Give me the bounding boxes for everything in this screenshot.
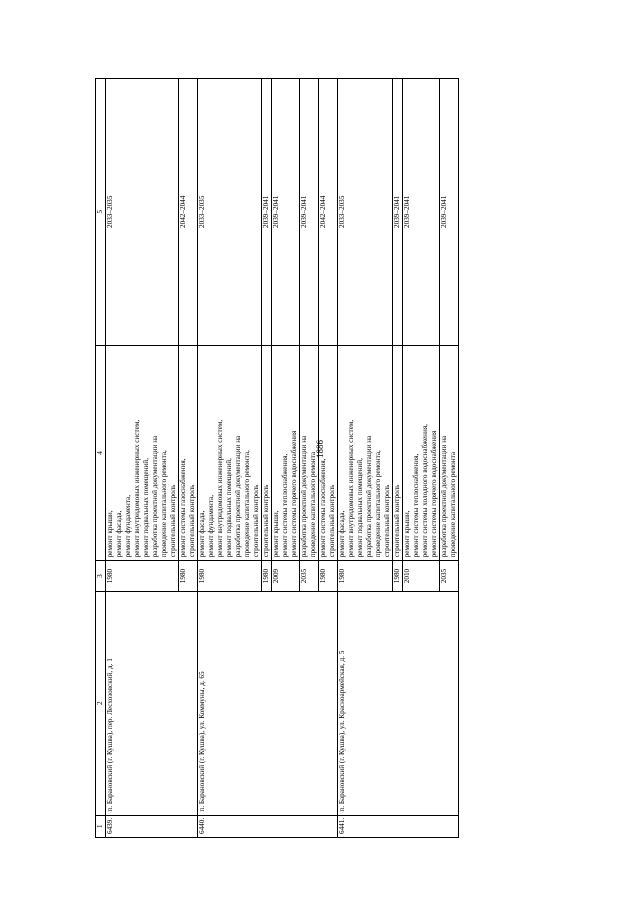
work-type-line: строительный контроль bbox=[169, 484, 177, 558]
work-type-line: ремонт системы горячего водоснабжения bbox=[430, 430, 438, 558]
year-cell: 2010 bbox=[403, 561, 440, 592]
year-cell: 2035 bbox=[300, 561, 319, 592]
planned-period-cell: 2042–2044 bbox=[319, 79, 338, 346]
work-type-line: проведение капитального ремонта, bbox=[243, 450, 251, 558]
work-type-line: ремонт подвальных помещений, bbox=[356, 458, 364, 558]
header-cell: 4 bbox=[96, 345, 106, 561]
header-cell: 1 bbox=[96, 815, 106, 837]
work-type-line: ремонт подвальных помещений, bbox=[225, 458, 233, 558]
work-type-line: ремонт крыши, bbox=[272, 510, 280, 558]
row-number: 6439. bbox=[106, 815, 198, 837]
row-number: 6440. bbox=[198, 815, 338, 837]
table-row bbox=[106, 79, 179, 838]
work-type-line: ремонт крыши, bbox=[403, 510, 411, 558]
planned-period-cell: 2039–2041 bbox=[272, 79, 300, 346]
page-number-text: 1886 bbox=[315, 440, 325, 458]
year-cell: 1980 bbox=[179, 561, 198, 592]
work-type-line: строительный контроль bbox=[383, 484, 391, 558]
work-type-line: ремонт системы теплоснабжения, bbox=[412, 453, 420, 558]
header-cell: 2 bbox=[96, 591, 106, 815]
work-type-line: ремонт внутридомовых инженерных систем, bbox=[216, 419, 224, 558]
planned-period-cell: 2033–2035 bbox=[198, 79, 262, 346]
work-type-line: ремонт внутридомовых инженерных систем, bbox=[133, 419, 141, 558]
building-address: п. Барановский (г. Кушва), ул. Коммуны, д. 65 bbox=[198, 591, 338, 815]
work-type-line: ремонт системы теплоснабжения, bbox=[281, 453, 289, 558]
work-type-line: ремонт системы горячего водоснабжения bbox=[290, 430, 298, 558]
year-cell: 1980 bbox=[262, 561, 272, 592]
work-type-line: строительный контроль bbox=[262, 484, 270, 558]
building-address: п. Барановский (г. Кушва), пер. Лесхозовский, д. 1 bbox=[106, 591, 198, 815]
work-type-line: строительный контроль bbox=[252, 484, 260, 558]
row-number: 6441. bbox=[338, 815, 459, 837]
work-type-line: ремонт фундамента, bbox=[124, 495, 132, 558]
work-types-cell bbox=[179, 345, 198, 561]
capital-repair-table bbox=[95, 78, 459, 838]
work-type-line: разработка проектной документации на bbox=[365, 435, 373, 558]
work-type-line: разработка проектной документации на bbox=[151, 435, 159, 558]
header-cell: 5 bbox=[96, 79, 106, 346]
work-type-line: разработка проектной документации на bbox=[440, 435, 448, 558]
work-types-cell bbox=[262, 345, 272, 561]
table-row bbox=[338, 79, 393, 838]
work-type-line: ремонт системы холодного водоснабжения, bbox=[421, 424, 429, 558]
work-type-line: ремонт фасада, bbox=[198, 510, 206, 558]
work-type-line: ремонт системы газоснабжения, bbox=[179, 458, 187, 558]
capital-repair-table-sheet bbox=[95, 78, 565, 838]
work-type-line: проведение капитального ремонта bbox=[309, 451, 317, 558]
year-cell: 1980 bbox=[198, 561, 262, 592]
planned-period-cell: 2039–2041 bbox=[262, 79, 272, 346]
work-type-line: проведение капитального ремонта, bbox=[160, 450, 168, 558]
work-types-cell bbox=[198, 345, 262, 561]
work-type-line: проведение капитального ремонта bbox=[449, 451, 457, 558]
planned-period-cell: 2039–2041 bbox=[300, 79, 319, 346]
work-types-cell bbox=[106, 345, 179, 561]
year-cell: 2035 bbox=[440, 561, 459, 592]
year-cell: 1980 bbox=[393, 561, 403, 592]
work-type-line: проведение капитального ремонта, bbox=[374, 450, 382, 558]
year-cell: 1980 bbox=[319, 561, 338, 592]
year-cell: 1980 bbox=[338, 561, 393, 592]
work-type-line: строительный контроль bbox=[328, 484, 336, 558]
planned-period-cell: 2039–2041 bbox=[403, 79, 440, 346]
work-type-line: ремонт фасада, bbox=[338, 510, 346, 558]
planned-period-cell: 2033–2035 bbox=[338, 79, 393, 346]
building-address: п. Барановский (г. Кушва), ул. Красноармейская, д. 5 bbox=[338, 591, 459, 815]
work-type-line: ремонт фундамента, bbox=[207, 495, 215, 558]
work-types-cell bbox=[272, 345, 300, 561]
header-cell: 3 bbox=[96, 561, 106, 592]
planned-period-cell: 2039–2041 bbox=[393, 79, 403, 346]
work-types-cell bbox=[338, 345, 393, 561]
work-type-line: разработка проектной документации на bbox=[234, 435, 242, 558]
planned-period-cell: 2033–2035 bbox=[106, 79, 179, 346]
table-body bbox=[106, 79, 459, 838]
work-type-line: ремонт системы газоснабжения, bbox=[319, 458, 327, 558]
work-types-cell bbox=[403, 345, 440, 561]
table-row bbox=[198, 79, 262, 838]
planned-period-cell: 2042–2044 bbox=[179, 79, 198, 346]
work-type-line: ремонт подвальных помещений, bbox=[142, 458, 150, 558]
work-types-cell bbox=[393, 345, 403, 561]
planned-period-cell: 2039–2041 bbox=[440, 79, 459, 346]
work-type-line: ремонт фасада, bbox=[115, 510, 123, 558]
work-type-line: строительный контроль bbox=[188, 484, 196, 558]
work-types-cell bbox=[319, 345, 338, 561]
year-cell: 2009 bbox=[272, 561, 300, 592]
work-type-line: ремонт крыши, bbox=[106, 510, 114, 558]
work-type-line: ремонт внутридомовых инженерных систем, bbox=[347, 419, 355, 558]
work-types-cell bbox=[300, 345, 319, 561]
work-type-line: строительный контроль bbox=[393, 484, 401, 558]
year-cell: 1980 bbox=[106, 561, 179, 592]
header-row bbox=[96, 79, 106, 838]
work-type-line: разработка проектной документации на bbox=[300, 435, 308, 558]
work-types-cell bbox=[440, 345, 459, 561]
